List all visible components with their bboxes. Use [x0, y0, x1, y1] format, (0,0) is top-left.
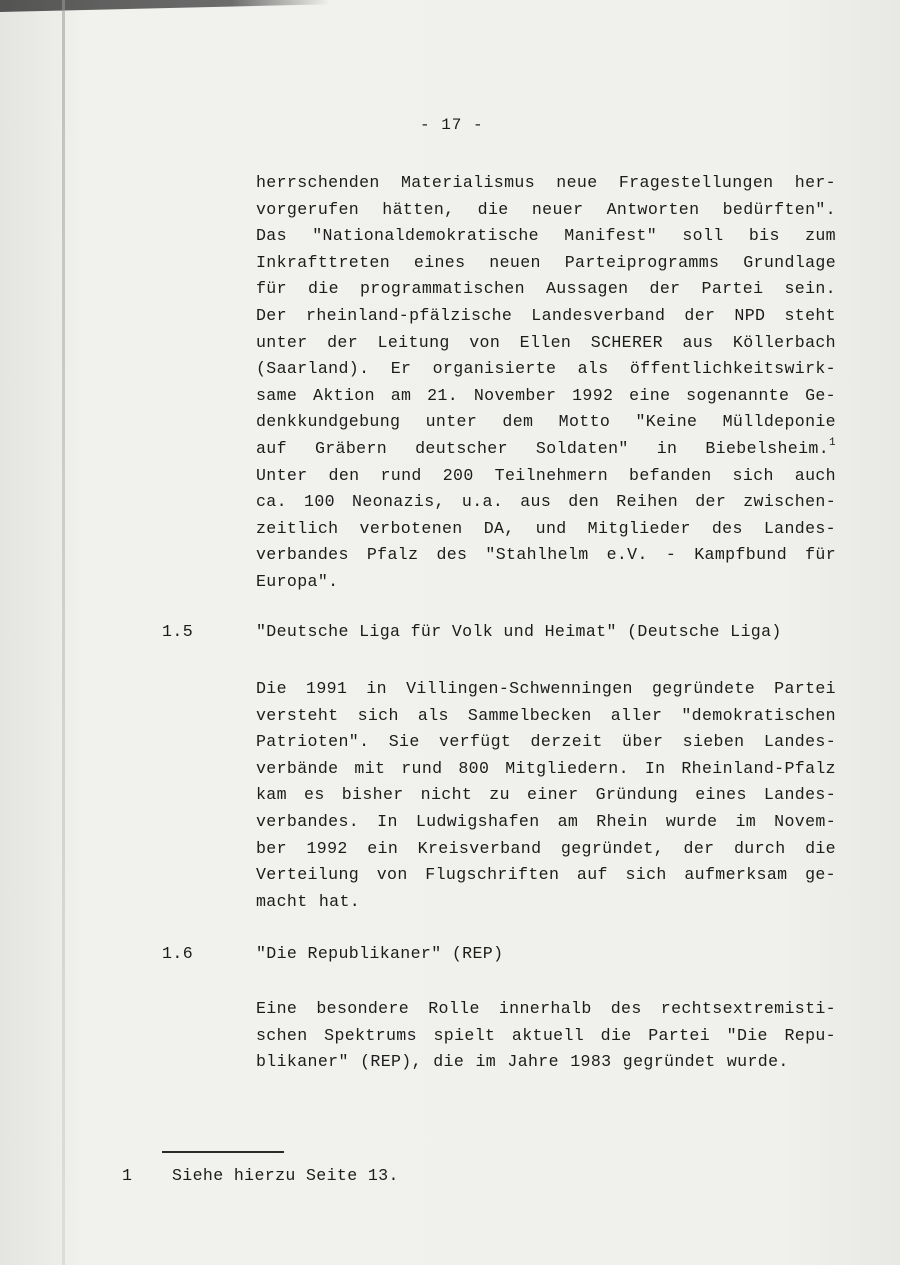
section-number: 1.5	[162, 622, 194, 641]
text-line: Das "Nationaldemokratische Manifest" soll bis zum	[256, 226, 836, 246]
text-line: für die programmatischen Aussagen der Partei sein.	[256, 279, 836, 299]
text-line: kam es bisher nicht zu einer Gründung eines Landes-	[256, 785, 836, 805]
text-line: (Saarland). Er organisierte als öffentlichkeitswirk-	[256, 359, 836, 379]
text-line: Europa".	[256, 571, 339, 591]
paragraph-republikaner	[256, 996, 836, 1076]
text-line: Verteilung von Flugschriften auf sich aufmerksam ge-	[256, 865, 836, 885]
text-line: denkkundgebung unter dem Motto "Keine Mülldeponie	[256, 412, 836, 432]
footnote-reference: 1	[829, 436, 836, 449]
text-line: Unter den rund 200 Teilnehmern befanden sich auch	[256, 465, 836, 485]
binding-shadow	[62, 0, 65, 1265]
section-title: "Deutsche Liga für Volk und Heimat" (Deutsche Liga)	[256, 622, 782, 641]
text-line: vorgerufen hätten, die neuer Antworten bedürften".	[256, 199, 836, 219]
paragraph-npd	[256, 170, 836, 596]
text-line: Inkrafttreten eines neuen Parteiprogramms Grundlage	[256, 252, 836, 272]
text-line: ber 1992 ein Kreisverband gegründet, der durch die	[256, 838, 836, 858]
text-line: verbandes. In Ludwigshafen am Rhein wurde im Novem-	[256, 811, 836, 831]
text-line: Patrioten". Sie verfügt derzeit über sieben Landes-	[256, 732, 836, 752]
text-line-with-footnote	[256, 436, 836, 463]
paragraph-deutsche-liga	[256, 676, 836, 915]
text-line: unter der Leitung von Ellen SCHERER aus Köllerbach	[256, 332, 836, 352]
text-line: same Aktion am 21. November 1992 eine sogenannte Ge-	[256, 385, 836, 405]
section-title: "Die Republikaner" (REP)	[256, 944, 504, 963]
text-line: blikaner" (REP), die im Jahre 1983 gegründet wurde.	[256, 1052, 789, 1072]
text-line: herrschenden Materialismus neue Fragestellungen her-	[256, 173, 836, 192]
text-line: versteht sich als Sammelbecken aller "demokratischen	[256, 705, 836, 725]
text-line: schen Spektrums spielt aktuell die Partei "Die Repu-	[256, 1025, 836, 1045]
section-number: 1.6	[162, 944, 194, 963]
text-line: Der rheinland-pfälzische Landesverband der NPD steht	[256, 305, 836, 325]
page-number: - 17 -	[420, 116, 484, 134]
text-line: verbände mit rund 800 Mitgliedern. In Rheinland-Pfalz	[256, 758, 836, 778]
text-line: Die 1991 in Villingen-Schwenningen gegründete Partei	[256, 679, 836, 698]
text-line: verbandes Pfalz des "Stahlhelm e.V. - Kampfbund für	[256, 545, 836, 565]
text-line: zeitlich verbotenen DA, und Mitglieder des Landes-	[256, 518, 836, 538]
text-line: macht hat.	[256, 891, 361, 911]
text-line-content: auf Gräbern deutscher Soldaten" in Biebelsheim.	[256, 438, 830, 458]
footnote-text: Siehe hierzu Seite 13.	[172, 1166, 399, 1185]
text-line: ca. 100 Neonazis, u.a. aus den Reihen der zwischen-	[256, 492, 836, 512]
footnote-mark: 1	[122, 1166, 133, 1185]
footnote-rule	[162, 1151, 284, 1153]
text-line: Eine besondere Rolle innerhalb des rechtsextremisti-	[256, 999, 836, 1018]
footnote	[122, 1166, 399, 1185]
